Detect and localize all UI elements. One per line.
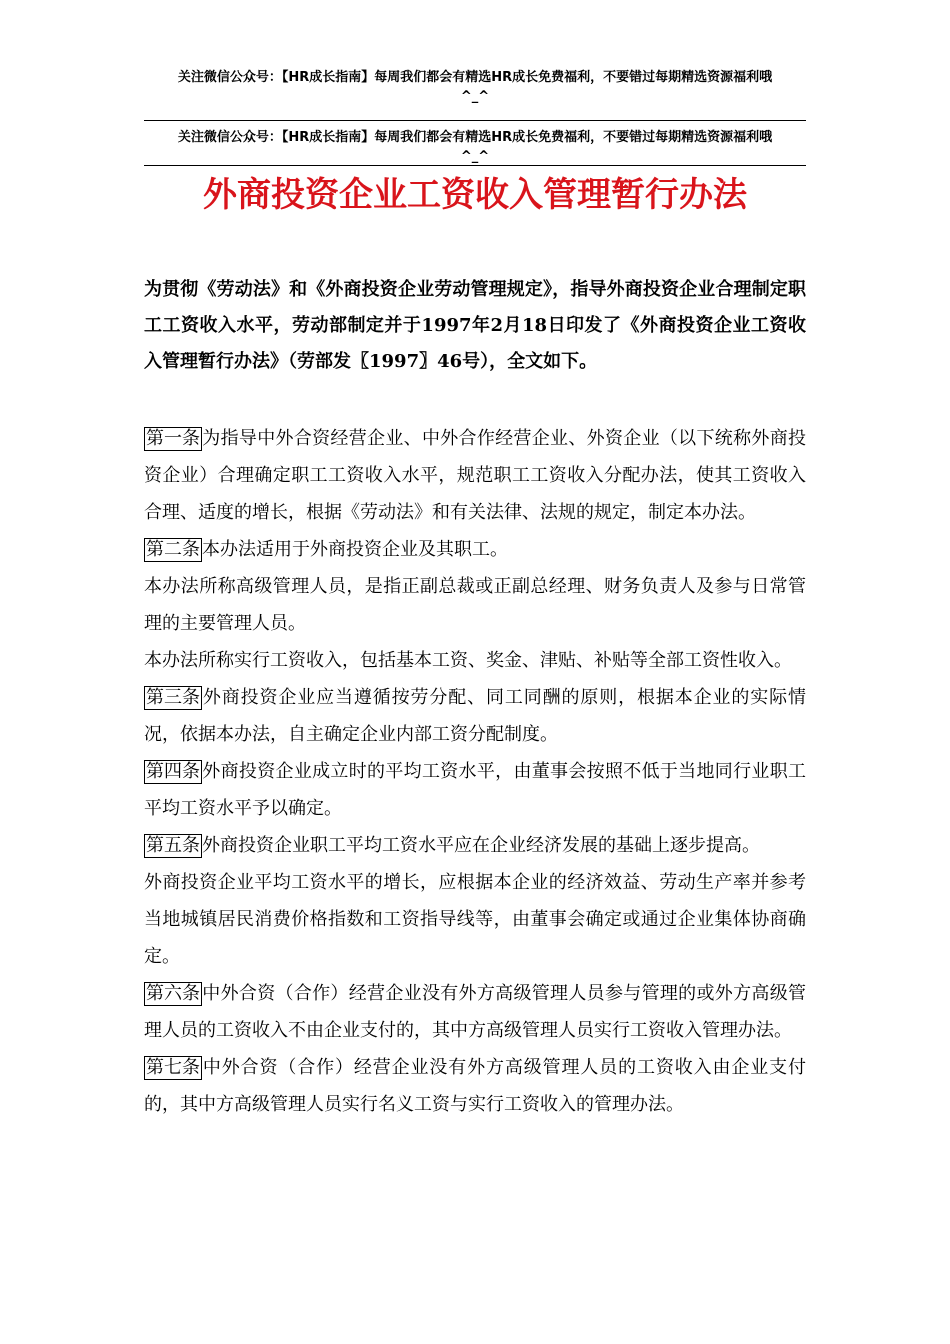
article-label: 第六条 [146,983,200,1004]
header-notice-emoticon: ^_^ [460,149,490,164]
header-notice-text: 关注微信公众号：【HR成长指南】每周我们都会有精选HR成长免费福利，不要错过每期精选资源福利哦 [177,70,773,85]
article-paragraph [144,568,806,642]
article-label: 第三条 [146,687,200,708]
article-text: 本办法所称高级管理人员，是指正副总裁或正副总经理、财务负责人及参与日常管理的主要管理人员。 [144,576,806,634]
header-divider-2 [144,165,806,166]
article-text: 中外合资（合作）经营企业没有外方高级管理人员的工资收入由企业支付的，其中方高级管理人员实行名义工资与实行工资收入的管理办法。 [144,1057,806,1115]
article-paragraph [144,420,806,531]
article-paragraph [144,642,806,679]
header-notice-2 [144,128,806,166]
article-label: 第七条 [146,1057,200,1078]
article-text: 本办法所称实行工资收入，包括基本工资、奖金、津贴、补贴等全部工资性收入。 [144,650,792,671]
article-text: 外商投资企业应当遵循按劳分配、同工同酬的原则，根据本企业的实际情况，依据本办法，自主确定企业内部工资分配制度。 [144,687,806,745]
header-notice-text: 关注微信公众号：【HR成长指南】每周我们都会有精选HR成长免费福利，不要错过每期精选资源福利哦 [177,130,773,145]
article-label: 第五条 [146,835,200,856]
header-notice-1 [144,68,806,106]
article-paragraph [144,679,806,753]
article-label: 第一条 [146,428,200,449]
article-text: 为指导中外合资经营企业、中外合作经营企业、外资企业（以下统称外商投资企业）合理确定职工工资收入水平，规范职工工资收入分配办法，使其工资收入合理、适度的增长，根据《劳动法》和有关法律、法规的规定，制定本办法。 [144,428,806,523]
article-label: 第二条 [146,539,200,560]
article-text: 中外合资（合作）经营企业没有外方高级管理人员参与管理的或外方高级管理人员的工资收入不由企业支付的，其中方高级管理人员实行工资收入管理办法。 [144,983,806,1041]
article-paragraph [144,864,806,975]
articles-body [144,420,806,1123]
document-title: 外商投资企业工资收入管理暂行办法 [203,175,747,215]
article-text: 外商投资企业职工平均工资水平应在企业经济发展的基础上逐步提高。 [202,835,760,856]
article-paragraph [144,531,806,568]
article-paragraph [144,975,806,1049]
intro-paragraph: 为贯彻《劳动法》和《外商投资企业劳动管理规定》，指导外商投资企业合理制定职工工资收入水平，劳动部制定并于1997年2月18日印发了《外商投资企业工资收入管理暂行办法》（劳部发〖1997〗46号），全文如下。 [144,279,806,372]
article-text: 本办法适用于外商投资企业及其职工。 [202,539,508,560]
article-text: 外商投资企业成立时的平均工资水平，由董事会按照不低于当地同行业职工平均工资水平予以确定。 [144,761,806,819]
article-label: 第四条 [146,761,200,782]
header-divider-1 [144,120,806,121]
article-paragraph [144,1049,806,1123]
article-paragraph [144,827,806,864]
header-notice-emoticon: ^_^ [460,89,490,104]
article-paragraph [144,753,806,827]
article-text: 外商投资企业平均工资水平的增长，应根据本企业的经济效益、劳动生产率并参考当地城镇居民消费价格指数和工资指导线等，由董事会确定或通过企业集体协商确定。 [144,872,806,967]
